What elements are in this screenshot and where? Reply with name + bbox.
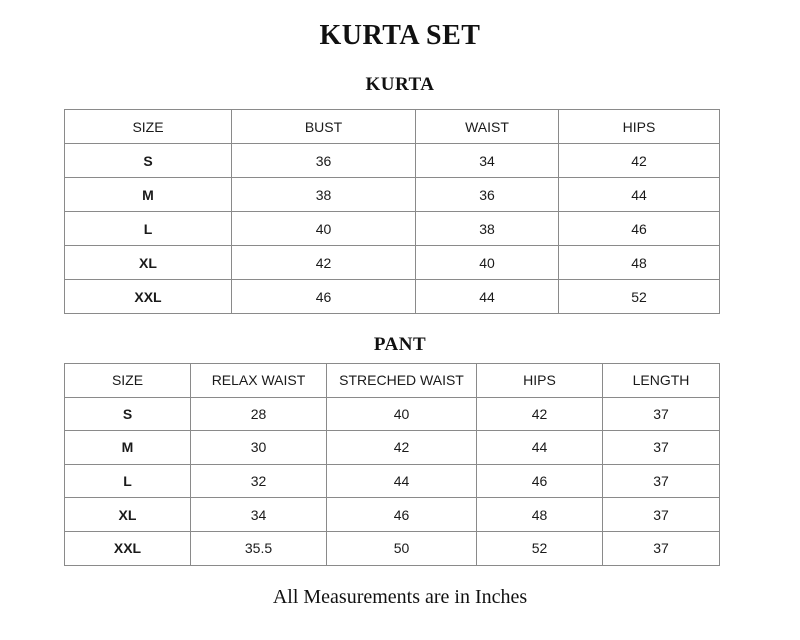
size-cell: XXL [65,280,232,314]
table-cell: 38 [232,178,416,212]
size-cell: XL [65,498,191,532]
size-cell: S [65,397,191,431]
table-cell: 46 [559,212,720,246]
table-cell: 34 [416,144,559,178]
table-cell: 35.5 [191,531,327,565]
column-header: RELAX WAIST [191,364,327,398]
table-cell: 48 [559,246,720,280]
table-row [65,431,720,465]
table-cell: 36 [232,144,416,178]
table-row [65,246,720,280]
table-cell: 46 [327,498,477,532]
size-cell: L [65,464,191,498]
page-title: KURTA SET [319,20,481,51]
table-cell: 48 [477,498,603,532]
table-cell: 42 [232,246,416,280]
table-row [65,464,720,498]
table-cell: 52 [477,531,603,565]
column-header: BUST [232,110,416,144]
table-row [65,397,720,431]
size-cell: S [65,144,232,178]
table-cell: 37 [603,498,720,532]
table-row [65,144,720,178]
table-cell: 42 [477,397,603,431]
table-header-row [65,110,720,144]
table-cell: 40 [327,397,477,431]
table-row [65,498,720,532]
table-row [65,212,720,246]
kurta-size-table [64,109,720,314]
table-cell: 37 [603,531,720,565]
column-header: SIZE [65,364,191,398]
table-cell: 52 [559,280,720,314]
table-cell: 44 [327,464,477,498]
column-header: SIZE [65,110,232,144]
table-cell: 42 [559,144,720,178]
size-cell: XXL [65,531,191,565]
size-cell: L [65,212,232,246]
table-cell: 44 [559,178,720,212]
table-cell: 40 [232,212,416,246]
table-row [65,280,720,314]
column-header: LENGTH [603,364,720,398]
table-cell: 42 [327,431,477,465]
size-cell: M [65,178,232,212]
kurta-heading: KURTA [365,74,435,95]
table-cell: 44 [477,431,603,465]
table-cell: 46 [232,280,416,314]
table-cell: 32 [191,464,327,498]
table-cell: 37 [603,397,720,431]
table-cell: 40 [416,246,559,280]
table-cell: 36 [416,178,559,212]
column-header: STRECHED WAIST [327,364,477,398]
table-row [65,531,720,565]
size-cell: M [65,431,191,465]
table-cell: 30 [191,431,327,465]
column-header: WAIST [416,110,559,144]
table-row [65,178,720,212]
table-cell: 44 [416,280,559,314]
table-cell: 46 [477,464,603,498]
table-cell: 34 [191,498,327,532]
table-cell: 37 [603,464,720,498]
table-header-row [65,364,720,398]
table-cell: 28 [191,397,327,431]
pant-heading: PANT [373,334,427,355]
table-cell: 37 [603,431,720,465]
table-cell: 38 [416,212,559,246]
measurement-note: All Measurements are in Inches [272,586,528,608]
column-header: HIPS [559,110,720,144]
pant-size-table [64,363,720,566]
column-header: HIPS [477,364,603,398]
table-cell: 50 [327,531,477,565]
size-cell: XL [65,246,232,280]
